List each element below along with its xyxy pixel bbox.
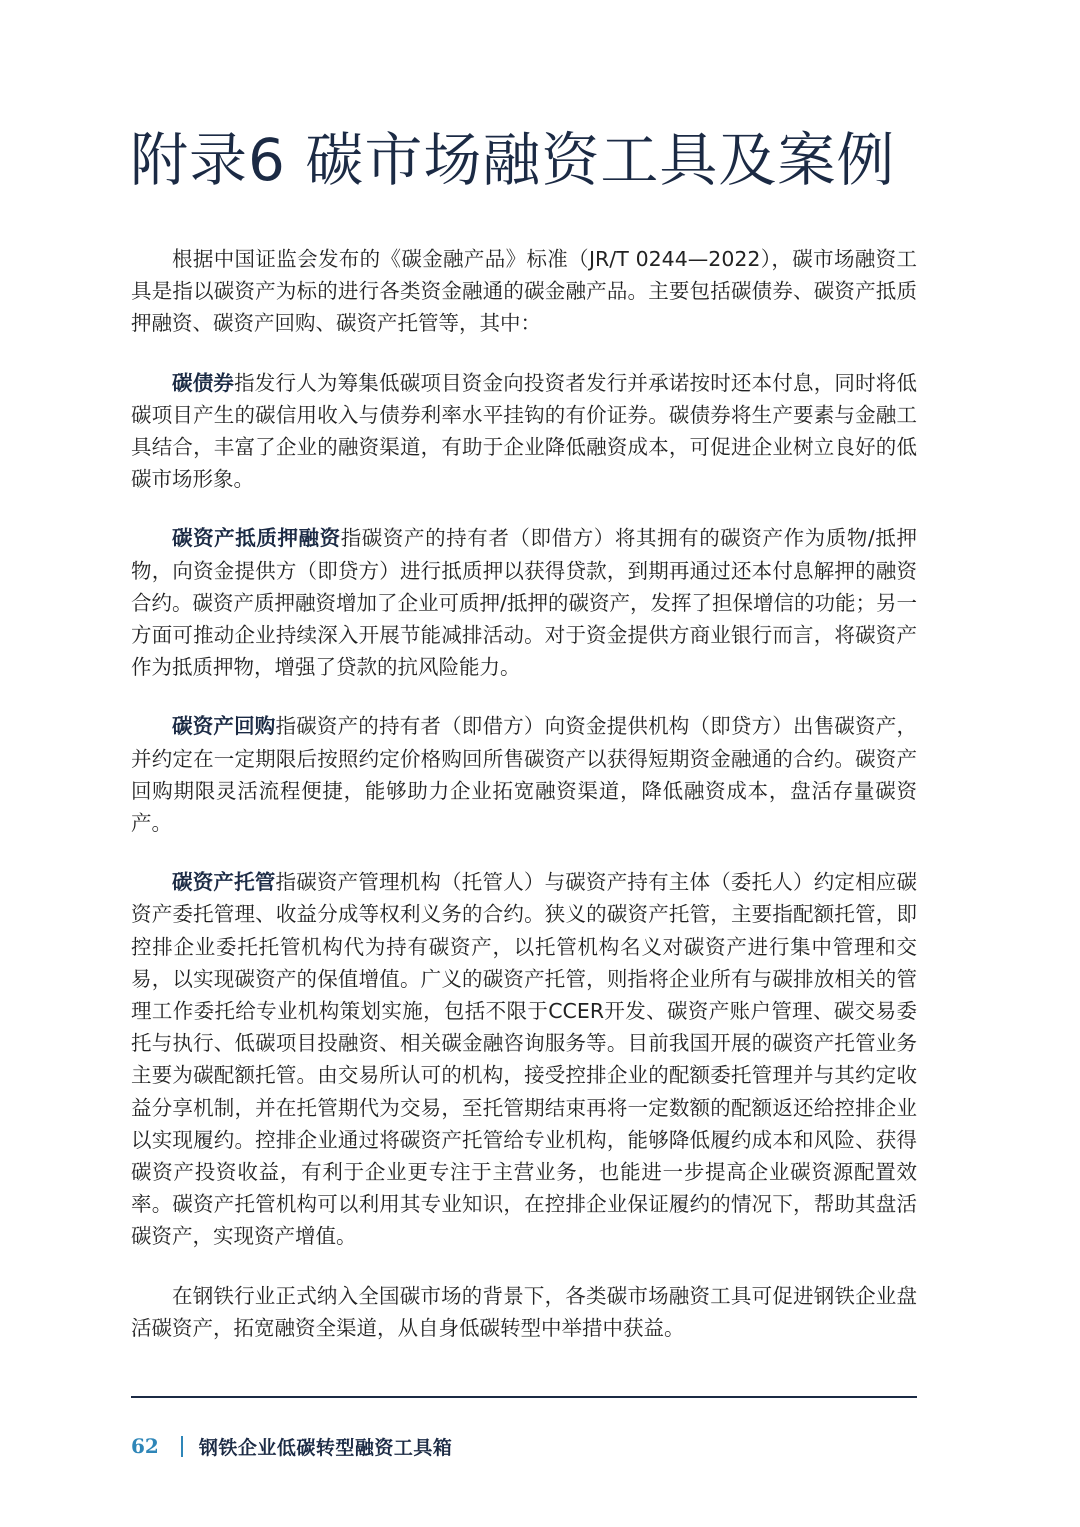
- paragraph-text: 在钢铁行业正式纳入全国碳市场的背景下，各类碳市场融资工具可促进钢铁企业盘活碳资产，拓宽融资全渠道，从自身低碳转型中举措中获益。: [131, 1283, 917, 1340]
- body-text: [131, 243, 917, 1371]
- paragraph-carbon-repurchase: [131, 710, 917, 839]
- page-title: 附录6 碳市场融资工具及案例: [130, 126, 896, 194]
- paragraph-term: 碳资产抵质押融资: [172, 526, 341, 551]
- paragraph-carbon-custody: [131, 866, 917, 1252]
- page-footer: [131, 1428, 452, 1464]
- paragraph-term: 碳债券: [172, 370, 235, 395]
- paragraph-text: 指碳资产的持有者（即借方）向资金提供机构（即贷方）出售碳资产，并约定在一定期限后按照约定价格购回所售碳资产以获得短期资金融通的合约。碳资产回购期限灵活流程便捷，能够助力企业拓宽融资渠道，降低融资成本，盘活存量碳资产。: [131, 714, 917, 836]
- paragraph-intro: [131, 243, 917, 340]
- paragraph-text: 根据中国证监会发布的《碳金融产品》标准（JR/T 0244—2022），碳市场融资工具是指以碳资产为标的进行各类资金融通的碳金融产品。主要包括碳债券、碳资产抵质押融资、碳资产回购、碳资产托管等，其中：: [131, 247, 917, 336]
- paragraph-term: 碳资产托管: [172, 870, 276, 895]
- paragraph-carbon-pledge-financing: [131, 522, 917, 683]
- paragraph-carbon-bond: [131, 367, 917, 496]
- paragraph-text: 指碳资产的持有者（即借方）将其拥有的碳资产作为质物/抵押物，向资金提供方（即贷方）进行抵质押以获得贷款，到期再通过还本付息解押的融资合约。碳资产质押融资增加了企业可质押/抵押的碳资产，发挥了担保增信的功能；另一方面可推动企业持续深入开展节能减排活动。对于资金提供方商业银行而言，将碳资产作为抵质押物，增强了贷款的抗风险能力。: [131, 526, 918, 680]
- paragraph-text: 指发行人为筹集低碳项目资金向投资者发行并承诺按时还本付息，同时将低碳项目产生的碳信用收入与债券利率水平挂钩的有价证券。碳债券将生产要素与金融工具结合，丰富了企业的融资渠道，有助于企业降低融资成本，可促进企业树立良好的低碳市场形象。: [131, 370, 918, 492]
- footer-divider: [131, 1396, 917, 1398]
- paragraph-text: 指碳资产管理机构（托管人）与碳资产持有主体（委托人）约定相应碳资产委托管理、收益分成等权利义务的合约。狭义的碳资产托管，主要指配额托管，即控排企业委托托管机构代为持有碳资产，以托管机构名义对碳资产进行集中管理和交易，以实现碳资产的保值增值。广义的碳资产托管，则指将企业所有与碳排放相关的管理工作委托给专业机构策划实施，包括不限于CCER开发、碳资产账户管理、碳交易委托与执行、低碳项目投融资、相关碳金融咨询服务等。目前我国开展的碳资产托管业务主要为碳配额托管。由交易所认可的机构，接受控排企业的配额委托管理并与其约定收益分享机制，并在托管期代为交易，至托管期结束再将一定数额的配额返还给控排企业以实现履约。控排企业通过将碳资产托管给专业机构，能够降低履约成本和风险、获得碳资产投资收益，有利于企业更专注于主营业务，也能进一步提高企业碳资源配置效率。碳资产托管机构可以利用其专业知识，在控排企业保证履约的情况下，帮助其盘活碳资产，实现资产增值。: [131, 870, 917, 1249]
- paragraph-conclusion: [131, 1280, 917, 1344]
- book-title: 钢铁企业低碳转型融资工具箱: [198, 1436, 453, 1459]
- page-number: 62: [131, 1434, 159, 1458]
- footer-separator: [181, 1436, 183, 1457]
- paragraph-term: 碳资产回购: [172, 714, 276, 739]
